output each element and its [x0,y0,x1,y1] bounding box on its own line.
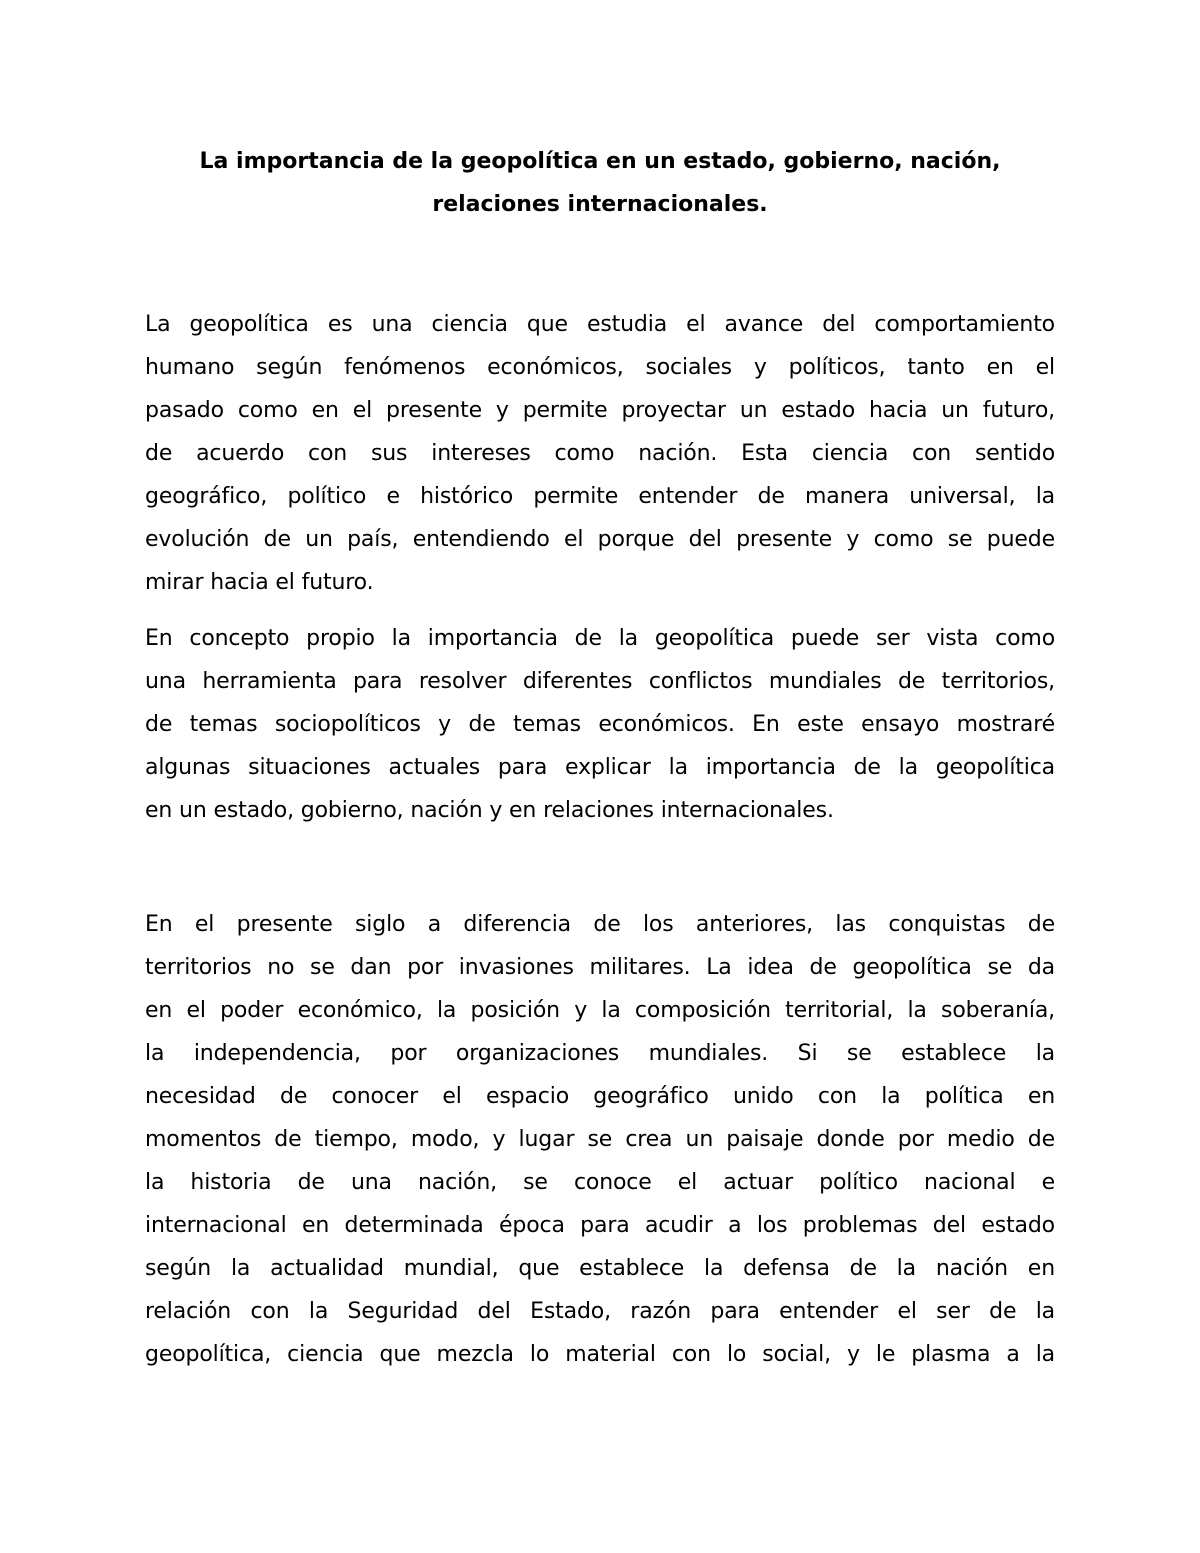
paragraph-line: relación con la Seguridad del Estado, razón para entender el ser de la [145,1299,1055,1324]
paragraph-line: según la actualidad mundial, que establece la defensa de la nación en [145,1256,1055,1281]
paragraph-line: en el poder económico, la posición y la composición territorial, la soberanía, [145,998,1055,1023]
paragraph-concept [145,617,1055,832]
paragraph-line: necesidad de conocer el espacio geográfico unido con la política en [145,1084,1055,1109]
paragraph-line: territorios no se dan por invasiones militares. La idea de geopolítica se da [145,955,1055,980]
paragraph-line: humano según fenómenos económicos, sociales y políticos, tanto en el [145,355,1055,380]
paragraph-line: momentos de tiempo, modo, y lugar se crea un paisaje donde por medio de [145,1127,1055,1152]
paragraph-line: pasado como en el presente y permite proyectar un estado hacia un futuro, [145,398,1055,423]
paragraph-line: En concepto propio la importancia de la geopolítica puede ser vista como [145,626,1055,651]
paragraph-line: en un estado, gobierno, nación y en relaciones internacionales. [145,798,834,823]
paragraph-line: la historia de una nación, se conoce el actuar político nacional e [145,1170,1055,1195]
paragraph-line: algunas situaciones actuales para explicar la importancia de la geopolítica [145,755,1055,780]
paragraph-line: geopolítica, ciencia que mezcla lo material con lo social, y le plasma a la [145,1342,1055,1367]
paragraph-present-century [145,903,1055,1376]
paragraph-line: una herramienta para resolver diferentes conflictos mundiales de territorios, [145,669,1055,694]
paragraph-line: geográfico, político e histórico permite entender de manera universal, la [145,484,1055,509]
paragraph-line: La geopolítica es una ciencia que estudia el avance del comportamiento [145,312,1055,337]
title-line: relaciones internacionales. [432,192,768,217]
paragraph-intro [145,303,1055,604]
title-line: La importancia de la geopolítica en un estado, gobierno, nación, [199,149,1001,174]
paragraph-line: de temas sociopolíticos y de temas económicos. En este ensayo mostraré [145,712,1055,737]
paragraph-line: de acuerdo con sus intereses como nación. Esta ciencia con sentido [145,441,1055,466]
document-title [145,140,1055,226]
paragraph-line: internacional en determinada época para acudir a los problemas del estado [145,1213,1055,1238]
paragraph-line: evolución de un país, entendiendo el porque del presente y como se puede [145,527,1055,552]
paragraph-line: mirar hacia el futuro. [145,570,374,595]
paragraph-line: En el presente siglo a diferencia de los anteriores, las conquistas de [145,912,1055,937]
paragraph-line: la independencia, por organizaciones mundiales. Si se establece la [145,1041,1055,1066]
